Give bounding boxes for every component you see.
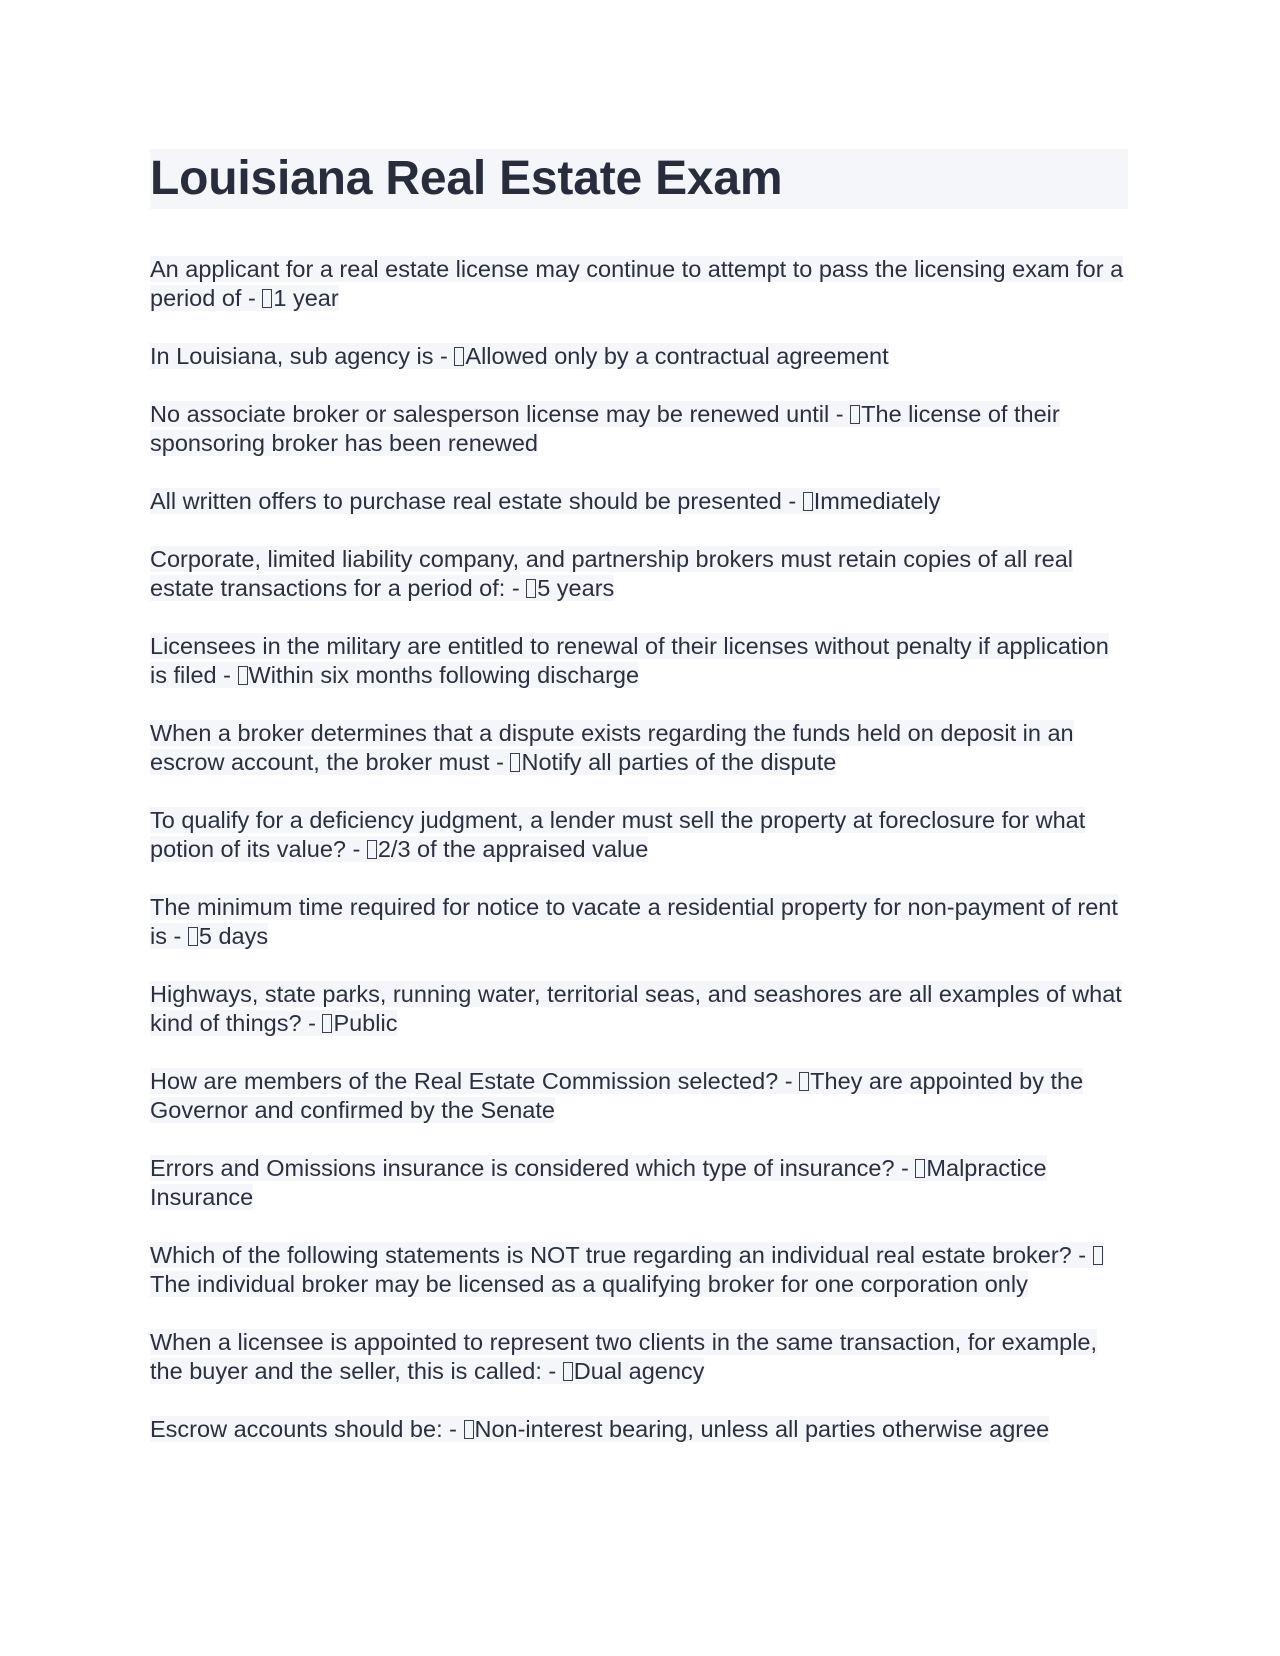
missing-glyph-icon xyxy=(1093,1246,1103,1265)
question-text: Highways, state parks, running water, territorial seas, and seashores are all examples of what kind of things? xyxy=(150,981,1122,1036)
qa-text xyxy=(150,1416,1049,1442)
question-text: How are members of the Real Estate Commission selected? xyxy=(150,1068,779,1094)
qa-item xyxy=(150,893,1128,951)
answer-text: Public xyxy=(333,1010,398,1036)
qa-text xyxy=(150,720,1074,775)
answer-text: 1 year xyxy=(273,285,339,311)
missing-glyph-icon xyxy=(322,1014,332,1033)
qa-text xyxy=(150,256,1123,311)
question-text: To qualify for a deficiency judgment, a lender must sell the property at foreclosure for what potion of its value? xyxy=(150,807,1086,862)
qa-separator: - xyxy=(433,343,455,369)
qa-text xyxy=(150,546,1073,601)
title-block xyxy=(150,149,1128,209)
qa-item xyxy=(150,980,1128,1038)
qa-separator: - xyxy=(489,749,511,775)
missing-glyph-icon xyxy=(563,1362,573,1381)
answer-text: 5 days xyxy=(198,923,269,949)
answer-text: Immediately xyxy=(813,488,941,514)
qa-separator: - xyxy=(894,1155,916,1181)
question-text: When a licensee is appointed to represent two clients in the same transaction, for example, the buyer and the seller, this is called: xyxy=(150,1329,1098,1384)
answer-text: Non-interest bearing, unless all parties otherwise agree xyxy=(474,1416,1050,1442)
missing-glyph-icon xyxy=(915,1159,925,1178)
missing-glyph-icon xyxy=(238,666,248,685)
qa-text xyxy=(150,1068,1083,1123)
qa-text xyxy=(150,343,889,369)
qa-text xyxy=(150,1329,1097,1384)
qa-text xyxy=(150,633,1109,688)
qa-text xyxy=(150,401,1060,456)
qa-item xyxy=(150,255,1128,313)
question-text: Escrow accounts should be: xyxy=(150,1416,443,1442)
question-text: When a broker determines that a dispute exists regarding the funds held on deposit in an escrow account, the broker must xyxy=(150,720,1074,775)
question-text: The minimum time required for notice to vacate a residential property for non-payment of rent is xyxy=(150,894,1118,949)
qa-separator: - xyxy=(216,662,238,688)
document-page xyxy=(150,149,1128,1473)
qa-separator: - xyxy=(829,401,851,427)
qa-separator: - xyxy=(345,836,367,862)
question-text: Corporate, limited liability company, and partnership brokers must retain copies of all real estate transactions for a period of: xyxy=(150,546,1074,601)
qa-item xyxy=(150,1241,1128,1299)
qa-item xyxy=(150,632,1128,690)
qa-text xyxy=(150,807,1085,862)
answer-text: Notify all parties of the dispute xyxy=(521,749,837,775)
missing-glyph-icon xyxy=(526,579,536,598)
qa-separator: - xyxy=(442,1416,464,1442)
answer-text: The individual broker may be licensed as a qualifying broker for one corporation only xyxy=(150,1271,1028,1297)
question-text: Errors and Omissions insurance is considered which type of insurance? xyxy=(150,1155,895,1181)
qa-item xyxy=(150,1415,1128,1444)
qa-separator: - xyxy=(241,285,263,311)
qa-text xyxy=(150,1155,1047,1210)
question-text: All written offers to purchase real estate should be presented xyxy=(150,488,782,514)
missing-glyph-icon xyxy=(188,927,198,946)
missing-glyph-icon xyxy=(262,289,272,308)
qa-separator: - xyxy=(778,1068,800,1094)
question-text: An applicant for a real estate license may continue to attempt to pass the licensing exam for a period of xyxy=(150,256,1124,311)
missing-glyph-icon xyxy=(799,1072,809,1091)
answer-text: Allowed only by a contractual agreement xyxy=(465,343,889,369)
missing-glyph-icon xyxy=(367,840,377,859)
answer-text: They are appointed by the Governor and confirmed by the Senate xyxy=(150,1068,1084,1123)
answer-text: Within six months following discharge xyxy=(248,662,640,688)
qa-list xyxy=(150,255,1128,1444)
answer-text: Dual agency xyxy=(573,1358,705,1384)
answer-text: 2/3 of the appraised value xyxy=(377,836,649,862)
qa-separator: - xyxy=(166,923,188,949)
missing-glyph-icon xyxy=(850,405,860,424)
question-text: In Louisiana, sub agency is xyxy=(150,343,434,369)
qa-text xyxy=(150,488,940,514)
qa-separator: - xyxy=(1071,1242,1093,1268)
qa-separator: - xyxy=(781,488,803,514)
qa-item xyxy=(150,1154,1128,1212)
qa-item xyxy=(150,806,1128,864)
missing-glyph-icon xyxy=(454,347,464,366)
qa-item xyxy=(150,1328,1128,1386)
qa-separator: - xyxy=(301,1010,323,1036)
answer-text: Malpractice Insurance xyxy=(150,1155,1047,1210)
qa-item xyxy=(150,400,1128,458)
page-title: Louisiana Real Estate Exam xyxy=(150,152,783,205)
qa-text xyxy=(150,981,1122,1036)
missing-glyph-icon xyxy=(464,1420,474,1439)
qa-item xyxy=(150,545,1128,603)
qa-separator: - xyxy=(505,575,527,601)
question-text: No associate broker or salesperson license may be renewed until xyxy=(150,401,830,427)
question-text: Licensees in the military are entitled to renewal of their licenses without penalty if application is filed xyxy=(150,633,1109,688)
question-text: Which of the following statements is NOT true regarding an individual real estate broker? xyxy=(150,1242,1072,1268)
qa-item xyxy=(150,719,1128,777)
qa-item xyxy=(150,487,1128,516)
qa-item xyxy=(150,1067,1128,1125)
missing-glyph-icon xyxy=(803,492,813,511)
qa-text xyxy=(150,1242,1104,1297)
qa-item xyxy=(150,342,1128,371)
missing-glyph-icon xyxy=(510,753,520,772)
answer-text: The license of their sponsoring broker has been renewed xyxy=(150,401,1060,456)
qa-separator: - xyxy=(541,1358,563,1384)
qa-text xyxy=(150,894,1118,949)
answer-text: 5 years xyxy=(537,575,615,601)
